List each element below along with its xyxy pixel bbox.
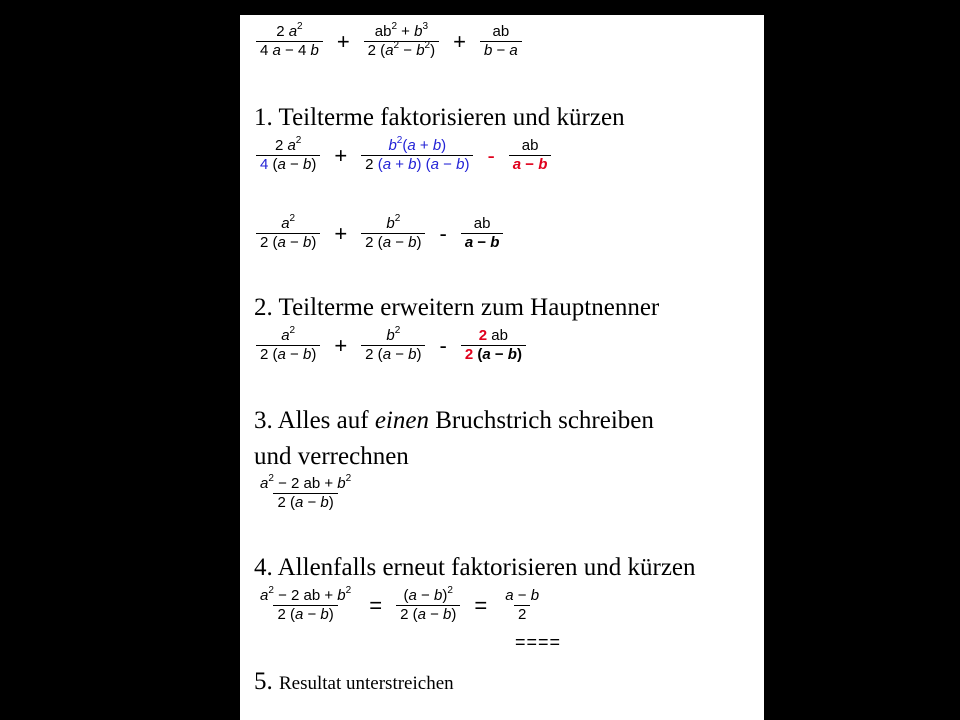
fraction: $\frac{ab}{a - b}$ <box>461 215 504 252</box>
fraction: $\frac{a^2 - 2 ab + b^2}{2 (a - b)}$ <box>260 473 352 511</box>
worksheet-page <box>240 15 764 720</box>
fraction: $\frac{b^2}{2 (a - b)}$ <box>361 215 425 252</box>
original-expression <box>256 23 522 60</box>
step-2-heading: 2. Teilterme erweitern zum Hauptnenner <box>254 294 660 321</box>
fraction: $\frac{a^2}{2 (a - b)}$ <box>256 327 320 364</box>
fraction: $\frac{ab}{a - b}$ <box>509 137 552 174</box>
fraction-result: $\frac{a - b}{2}$ <box>505 587 540 623</box>
fraction: $\frac{2 a^2}{4 (a - b)}$ <box>256 137 320 174</box>
plus-sign: + <box>334 142 348 168</box>
fraction: $\frac{(a - b)^2}{2 (a - b)}$ <box>396 587 460 624</box>
plus-sign: + <box>334 220 348 246</box>
step-1-expression-factored <box>256 137 551 174</box>
minus-sign: - <box>487 142 495 168</box>
fraction: $\frac{a^2 - 2 ab + b^2}{2 (a - b)}$ <box>260 585 352 623</box>
plus-sign: + <box>336 28 350 54</box>
step-5-heading: 5. Resultat unterstreichen <box>254 668 454 695</box>
plus-sign: + <box>334 332 348 358</box>
step-3-heading: 3. Alles auf einen Bruchstrich schreiben <box>254 407 654 434</box>
step-4-expression <box>256 587 543 624</box>
equals-sign: = <box>369 592 383 618</box>
fraction: $\frac{2 ab}{2 (a - b)}$ <box>461 327 526 364</box>
step-3-expression <box>256 475 355 512</box>
step-3-heading-line-2: und verrechnen <box>254 443 409 470</box>
fraction: $\frac{b^2(a + b)}{2 (a + b) (a - b)}$ <box>361 137 473 174</box>
fraction: $\frac{b^2}{2 (a - b)}$ <box>361 327 425 364</box>
fraction: $\frac{ab^2 + b^3}{2 (a^2 - b^2)}$ <box>364 23 439 60</box>
step-2-expression <box>256 327 526 364</box>
step-4-heading: 4. Allenfalls erneut faktorisieren und kürzen <box>254 554 696 581</box>
fraction: $\frac{ab}{b - a}$ <box>480 23 522 60</box>
fraction: $\frac{a^2}{2 (a - b)}$ <box>256 215 320 252</box>
result-underline: ==== <box>515 632 562 652</box>
step-1-expression-reduced <box>256 215 503 252</box>
minus-sign: - <box>439 332 447 358</box>
step-1-heading: 1. Teilterme faktorisieren und kürzen <box>254 104 625 131</box>
plus-sign: + <box>453 28 466 54</box>
minus-sign: - <box>439 220 447 246</box>
fraction: $\frac{2 a^2}{4 a - 4 b}$ <box>256 23 323 60</box>
equals-sign: = <box>474 592 488 618</box>
